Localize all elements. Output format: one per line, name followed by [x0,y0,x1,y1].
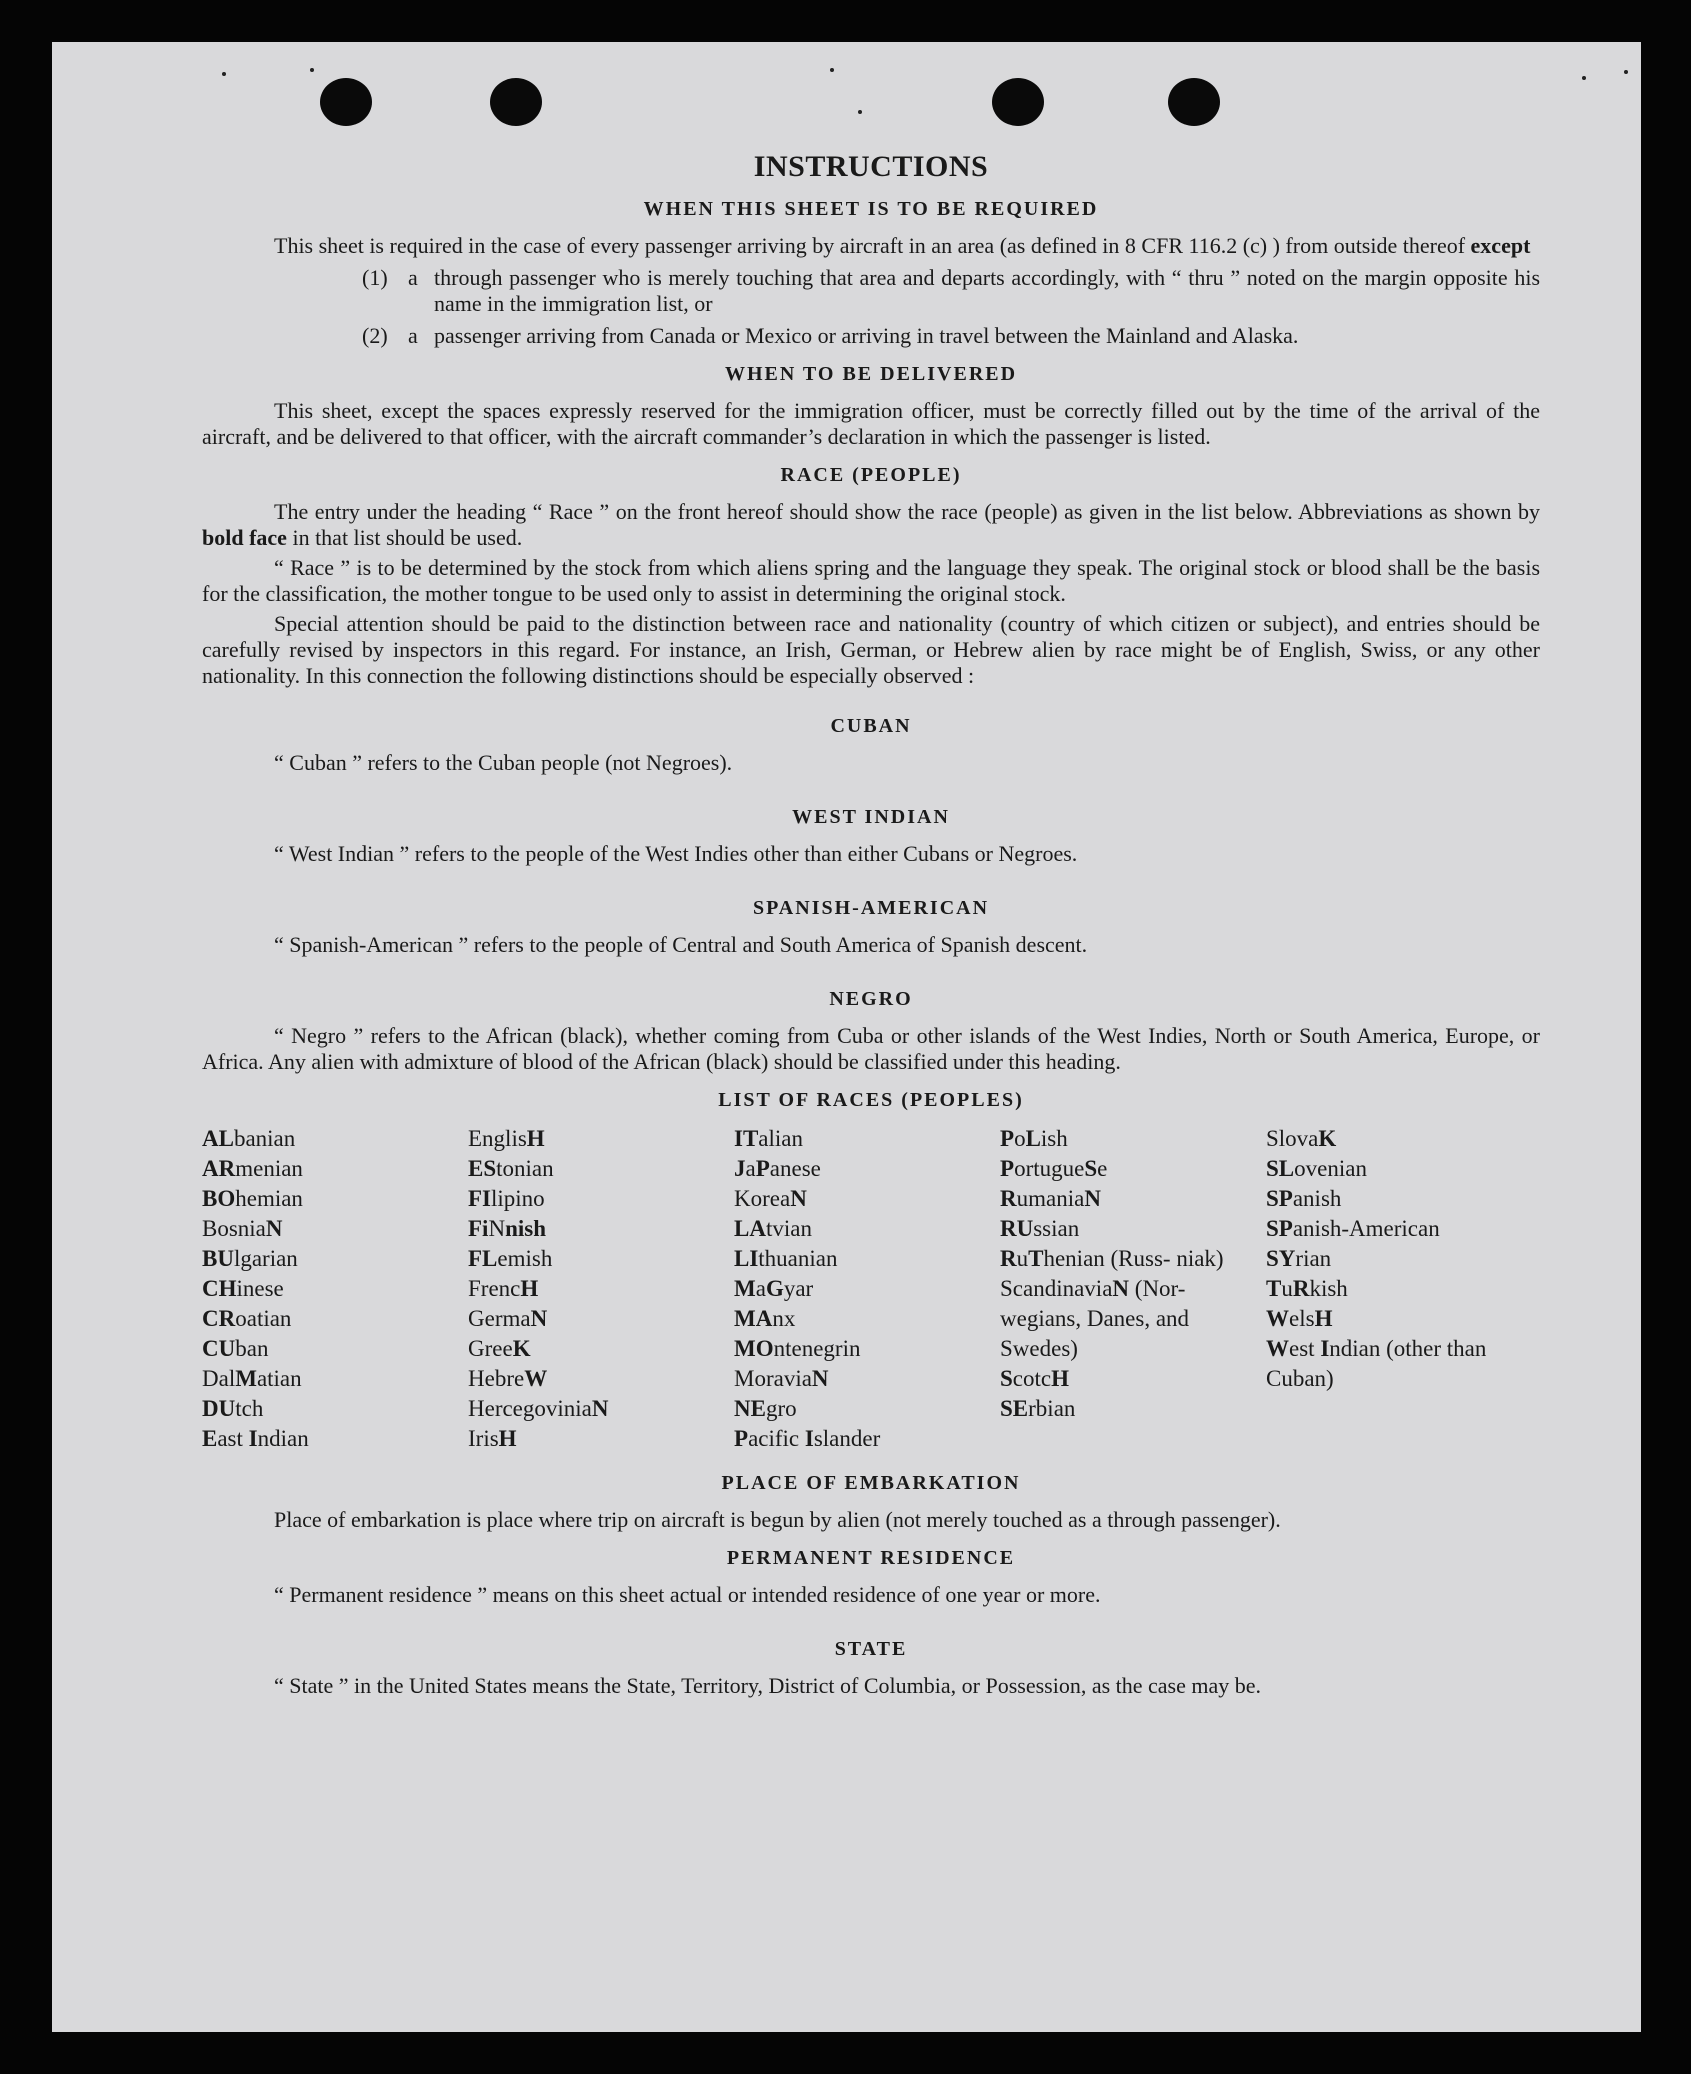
race-column [468,1124,734,1454]
race-entry: MAnx [734,1306,796,1331]
scan-speck [1624,70,1628,74]
race-entry: FLemish [468,1246,553,1271]
race-entry: SPanish [1266,1186,1342,1211]
race-entry: GreeK [468,1336,531,1361]
race-paragraph-2: “ Race ” is to be determined by the stock from which aliens spring and the language they speak. The original stock or blood shall be the basis for the classification, the mother tongue to be used only to assist in determining the original stock. [202,555,1540,606]
race-paragraph-1: The entry under the heading “ Race ” on the front hereof should show the race (people) as given in the list below. Abbreviations as shown by bold face in that list should be used. [202,499,1540,550]
race-entry: LIthuanian [734,1246,838,1271]
race-entry: SPanish-American [1266,1216,1440,1241]
race-entry: KoreaN [734,1186,807,1211]
scan-speck [310,68,314,72]
spanish-american-text: “ Spanish-American ” refers to the people of Central and South America of Spanish descent. [274,932,1088,957]
negro-text: “ Negro ” refers to the African (black), whether coming from Cuba or other islands of the West Indies, North or South America, Europe, or Africa. Any alien with admixture of blood of the African (black) should be classified under this heading. [202,1023,1540,1074]
race-entry: CUban [202,1336,269,1361]
race-entry: ALbanian [202,1126,296,1151]
race-entry: NEgro [734,1396,797,1421]
section-heading-spanish-american: SPANISH-AMERICAN [752,897,990,919]
punch-hole [320,78,372,126]
state-text: “ State ” in the United States means the State, Territory, District of Columbia, or Possession, as the case may be. [274,1673,1262,1698]
section-heading-state: STATE [834,1638,908,1660]
race-entry: BUlgarian [202,1246,298,1271]
scan-speck [1582,76,1586,80]
race-column [202,1124,468,1454]
residence-text: “ Permanent residence ” means on this sheet actual or intended residence of one year or more. [274,1582,1101,1607]
race-entry: MaGyar [734,1276,814,1301]
race-entry: PoLish [1000,1126,1068,1151]
race-entry: SlovaK [1266,1126,1337,1151]
race-entry: BOhemian [202,1186,303,1211]
race-entry: CRoatian [202,1306,292,1331]
race-entry: Pacific Islander [734,1426,881,1451]
race-entry: ARmenian [202,1156,303,1181]
page-title: INSTRUCTIONS [753,150,989,183]
race-entry: West Indian (other than Cuban) [1266,1336,1487,1391]
race-entry: IrisH [468,1426,517,1451]
race-entry: TuRkish [1266,1276,1348,1301]
race-column [1000,1124,1266,1454]
scan-speck [830,68,834,72]
race-entry: SErbian [1000,1396,1076,1421]
race-entry: FIlipino [468,1186,545,1211]
race-entry: PortugueSe [1000,1156,1108,1181]
race-entry: MoraviaN [734,1366,829,1391]
section-heading-residence: PERMANENT RESIDENCE [726,1547,1016,1569]
race-entry: LAtvian [734,1216,812,1241]
section-heading-embarkation: PLACE OF EMBARKATION [721,1472,1021,1494]
race-entry: MOntenegrin [734,1336,861,1361]
race-entry: EStonian [468,1156,554,1181]
instructions-content [202,150,1540,1699]
punch-hole [490,78,542,126]
race-entry: ScotcH [1000,1366,1069,1391]
section-heading-list: LIST OF RACES (PEOPLES) [718,1089,1024,1111]
race-entry: CHinese [202,1276,284,1301]
race-entry: ITalian [734,1126,803,1151]
race-entry: DalMatian [202,1366,302,1391]
section-heading-race: RACE (PEOPLE) [780,464,962,486]
race-entry: RUssian [1000,1216,1080,1241]
delivered-text: This sheet, except the spaces expressly reserved for the immigration officer, must be correctly filled out by the time of the arrival of the aircraft, and be delivered to that officer, with the aircraft commander’s declaration in which the passenger is listed. [202,398,1540,449]
race-entry: RuThenian (Russ- niak) [1000,1246,1224,1271]
race-entry: ScandinaviaN (Nor- wegians, Danes, and Swedes) [1000,1276,1190,1361]
race-list [202,1124,1540,1454]
race-entry: RumaniaN [1000,1186,1101,1211]
document-page [52,42,1641,2032]
race-entry: BosniaN [202,1216,283,1241]
scan-speck [858,110,862,114]
race-entry: FiNnish [468,1216,547,1241]
race-column [1266,1124,1532,1454]
west-indian-text: “ West Indian ” refers to the people of the West Indies other than either Cubans or Negroes. [274,841,1078,866]
race-entry: DUtch [202,1396,264,1421]
embarkation-text: Place of embarkation is place where trip on aircraft is begun by alien (not merely touched as a through passenger). [274,1507,1281,1532]
section-heading-required: WHEN THIS SHEET IS TO BE REQUIRED [643,198,1099,220]
section-heading-west-indian: WEST INDIAN [792,806,950,828]
race-entry: WelsH [1266,1306,1333,1331]
race-entry: JaPanese [734,1156,821,1181]
punch-hole [992,78,1044,126]
race-entry: SYrian [1266,1246,1332,1271]
section-heading-negro: NEGRO [829,988,913,1010]
punch-hole [1168,78,1220,126]
race-entry: EnglisH [468,1126,545,1151]
section-heading-cuban: CUBAN [830,715,912,737]
race-paragraph-3: Special attention should be paid to the distinction between race and nationality (country of which citizen or subject), and entries should be carefully revised by inspectors in this regard. For instance, an Irish, German, or Hebrew alien by race might be of English, Swiss, or any other nationality. In this connection the following distinctions should be especially observed : [202,611,1540,688]
cuban-text: “ Cuban ” refers to the Cuban people (not Negroes). [274,750,733,775]
race-entry: East Indian [202,1426,309,1451]
race-entry: HercegoviniaN [468,1396,609,1421]
race-entry: GermaN [468,1306,548,1331]
exception-item: (2) a passenger arriving from Canada or Mexico or arriving in travel between the Mainland and Alaska. [362,323,1299,348]
race-entry: FrencH [468,1276,539,1301]
race-entry: HebreW [468,1366,548,1391]
race-column [734,1124,1000,1454]
race-entry: SLovenian [1266,1156,1367,1181]
scan-speck [222,72,226,76]
section-heading-delivered: WHEN TO BE DELIVERED [724,363,1018,385]
exception-item: (1) a through passenger who is merely touching that area and departs accordingly, with “ thru ” noted on the margin opposite his name in the immigration list, or [362,265,1540,316]
required-intro: This sheet is required in the case of every passenger arriving by aircraft in an area (as defined in 8 CFR 116.2 (c) ) from outside thereof except [274,233,1531,258]
